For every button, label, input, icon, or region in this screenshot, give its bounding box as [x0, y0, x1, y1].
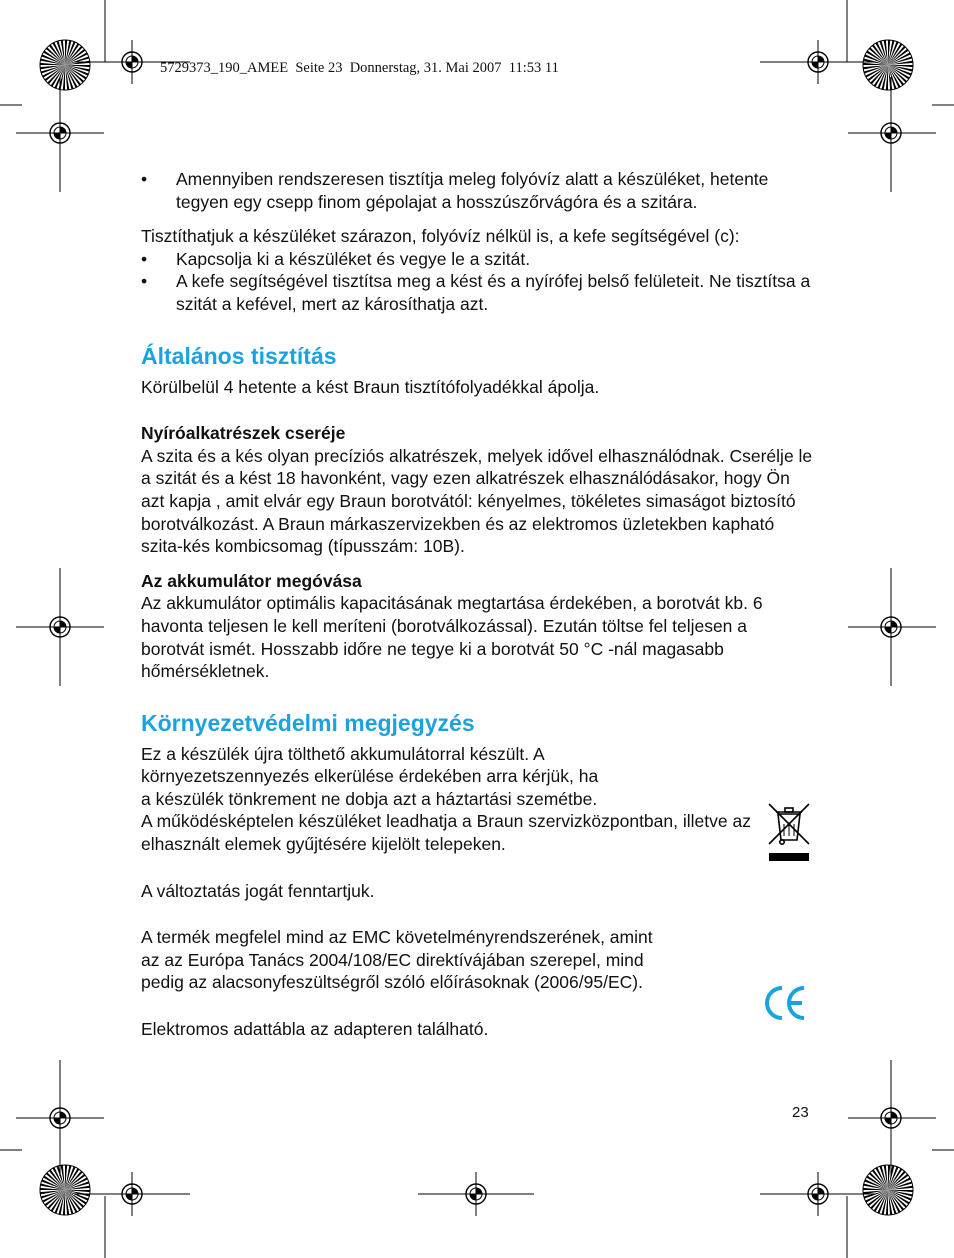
color-bar-starburst-icon — [40, 1165, 90, 1215]
ce-mark-icon — [762, 983, 808, 1023]
page-number: 23 — [792, 1104, 809, 1121]
rating-plate-text: Elektromos adattábla az adapteren található. — [141, 1019, 489, 1040]
parts-replacement-text: A szita és a kés olyan precíziós alkatrészek, melyek idővel elhasználódnak. Cserélje le a szitát és a kést 18 havonként, vagy ezen alkatrészek elhasználódásakor, hogy Ön azt kapja , amit elvár egy Braun borotvától: kényelmes, tökéletes simaságot biztosító borotválkozást. A Braun márkaszervizekben és az elektromos üzletekben kapható szita-kés kombicsomag (típusszám: 10B). — [141, 445, 813, 557]
parts-replacement-heading: Nyíróalkatrészek cseréje — [141, 423, 346, 444]
intro-bullet-oil: • Amennyiben rendszeresen tisztítja meleg folyóvíz alatt a készüléket, hetente tegyen egy csepp finom gépolajat a hosszúszőrvágóra és a szitára. — [141, 168, 813, 213]
environment-line-3: a készülék tönkrement ne dobja azt a háztartási szemétbe. — [141, 788, 598, 809]
emc-line-2: az az Európa Tanács 2004/108/EC direktívájában szerepel, mind — [141, 949, 644, 970]
general-cleaning-text: Körülbelül 4 hetente a kést Braun tisztítófolyadékkal ápolja. — [141, 376, 600, 397]
page-content — [141, 168, 813, 1041]
rights-reserved-text: A változtatás jogát fenntartjuk. — [141, 880, 375, 901]
emc-line-3: pedig az alacsonyfeszültségről szóló előírásoknak (2006/95/EC). — [141, 972, 643, 993]
dry-cleaning-bullets — [141, 248, 813, 316]
environment-line-1: Ez a készülék újra tölthető akkumulátorral készült. A — [141, 743, 545, 764]
environment-line-4: A működésképtelen készüléket leadhatja a Braun szervizközpontban, illetve az elhasznált elemek gyűjtésére kijelölt telepeken. — [141, 811, 751, 855]
dry-bullet-switch-off: • Kapcsolja ki a készüléket és vegye le a szitát. — [141, 248, 813, 271]
emc-line-1: A termék megfelel mind az EMC követelményrendszerének, amint — [141, 927, 653, 948]
battery-care-heading: Az akkumulátor megóvása — [141, 570, 362, 591]
color-bar-starburst-icon — [40, 40, 90, 90]
battery-care-text: Az akkumulátor optimális kapacitásának megtartása érdekében, a borotvát kb. 6 havonta teljesen le kell meríteni (borotválkozással). Ezután töltse fel teljesen a borotvát ismét. Hosszabb időre ne tegye ki a borotvát 50 °C -nál magasabb hőmérsékletnek. — [141, 593, 763, 682]
color-bar-starburst-icon — [863, 1165, 913, 1215]
intro-bullets — [141, 168, 813, 213]
crossed-out-wheelie-bin-icon — [767, 802, 811, 864]
environment-line-2: környezetszennyezés elkerülése érdekében arra kérjük, ha — [141, 766, 599, 787]
environment-heading: Környezetvédelmi megjegyzés — [141, 709, 475, 736]
dry-bullet-brush: • A kefe segítségével tisztítsa meg a kést és a nyírófej belső felületeit. Ne tisztítsa a szitát a kefével, mert az károsíthatja azt. — [141, 270, 813, 315]
print-header: 5729373_190_AMEE Seite 23 Donnerstag, 31. Mai 2007 11:53 11 — [160, 60, 559, 76]
color-bar-starburst-icon — [863, 40, 913, 90]
dry-cleaning-text: Tisztíthatjuk a készüléket szárazon, folyóvíz nélkül is, a kefe segítségével (c): — [141, 226, 740, 247]
general-cleaning-heading: Általános tisztítás — [141, 342, 337, 369]
